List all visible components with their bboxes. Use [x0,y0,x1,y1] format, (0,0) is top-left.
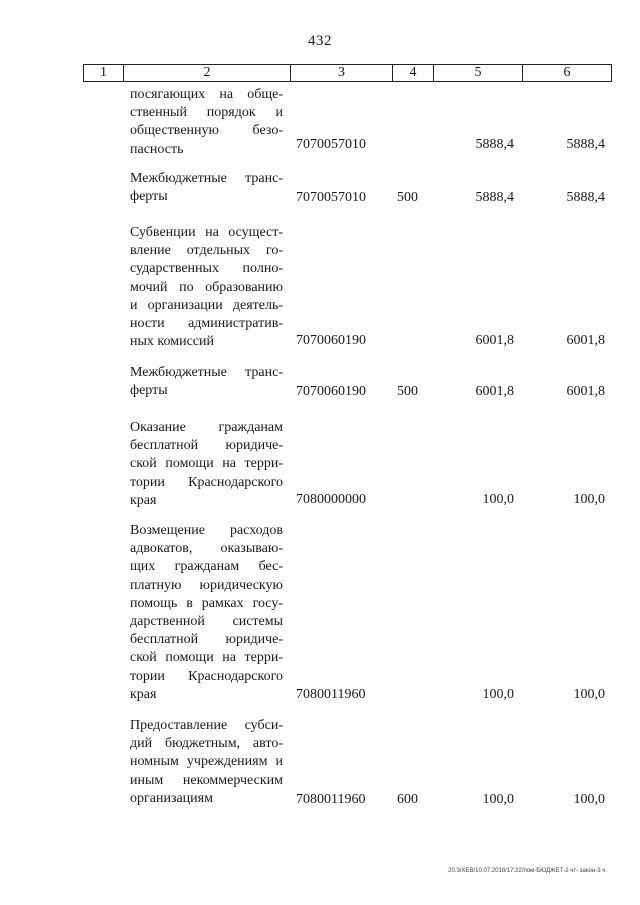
description-line: ности административ- [130,316,283,332]
row-value-6: 100,0 [573,492,605,507]
row-description [130,419,283,510]
description-line: пасность [130,141,184,157]
row-description [130,86,283,159]
row-description [130,170,283,206]
row-value-6: 100,0 [573,792,605,807]
description-line: бесплатной юридиче- [130,632,283,648]
description-line: адвокатов, оказываю- [130,541,283,557]
row-code: 7070060190 [296,333,366,348]
description-line: Субвенции на осущест- [130,225,283,240]
description-line: Оказание гражданам [130,420,283,435]
row-description [130,364,283,400]
column-header-3: 3 [291,65,393,81]
row-code: 7080000000 [296,492,366,507]
row-part: 500 [397,190,418,205]
description-line: помощь в рамках госу- [130,595,283,611]
column-header-6: 6 [563,65,571,80]
row-code: 7070060190 [296,384,366,399]
description-line: бесплатной юридиче- [130,438,283,454]
description-line: Предоставление субси- [130,718,283,733]
row-description [130,522,283,704]
description-line: тории Краснодарского [130,474,283,490]
row-part: 500 [397,384,418,399]
description-line: тории Краснодарского [130,668,283,684]
row-value-6: 5888,4 [566,137,605,152]
row-value-5: 6001,8 [475,384,514,399]
description-line: ферты [130,383,168,399]
description-line: Возмещение расходов [130,523,283,538]
description-line: общественную безо- [130,123,283,139]
row-code: 7080011960 [296,792,366,807]
column-header-row [83,64,612,82]
row-description [130,717,283,808]
row-value-5: 6001,8 [475,333,514,348]
description-line: дий бюджетным, авто- [130,736,283,752]
description-line: и организации деятель- [130,297,283,313]
page-number: 432 [308,33,332,49]
description-line: края [130,492,157,508]
description-line: сударственных полно- [130,261,283,277]
row-code: 7070057010 [296,190,366,205]
row-value-6: 6001,8 [566,384,605,399]
description-line: щих гражданам бес- [130,559,283,575]
row-value-6: 5888,4 [566,190,605,205]
description-line: ферты [130,189,168,205]
column-header-5: 5 [434,65,523,81]
description-line: края [130,686,157,702]
column-header-1: 1 [84,65,124,81]
row-value-5: 5888,4 [475,190,514,205]
description-line: ской помощи на терри- [130,456,283,472]
description-line: мочий по образованию [130,279,283,295]
description-line: дарственной системы [130,614,283,630]
column-header-4: 4 [393,65,434,81]
description-line: ных комиссий [130,334,214,350]
row-value-6: 6001,8 [566,333,605,348]
row-description [130,224,283,351]
description-line: вление отдельных го- [130,243,283,259]
description-line: иным некоммерческим [130,772,283,788]
description-line: ской помощи на терри- [130,650,283,666]
description-line: ственный порядок и [130,105,283,121]
row-value-5: 5888,4 [475,137,514,152]
row-part: 600 [397,792,418,807]
row-value-5: 100,0 [482,687,514,702]
row-value-6: 100,0 [573,687,605,702]
column-header-2: 2 [124,65,291,81]
row-value-5: 100,0 [482,792,514,807]
description-line: посягающих на обще- [130,87,283,102]
description-line: платную юридическую [130,577,283,593]
document-footer-stamp: 20.3/ХЕВ/10.07.2018/17:22/пом-БЮДЖЕТ-2 чт- закон-3 ч. [448,868,607,874]
row-code: 7070057010 [296,137,366,152]
row-value-5: 100,0 [482,492,514,507]
description-line: Межбюджетные транс- [130,171,283,186]
description-line: организациям [130,790,213,806]
description-line: Межбюджетные транс- [130,365,283,380]
description-line: номным учреждениям и [130,754,283,770]
row-code: 7080011960 [296,687,366,702]
